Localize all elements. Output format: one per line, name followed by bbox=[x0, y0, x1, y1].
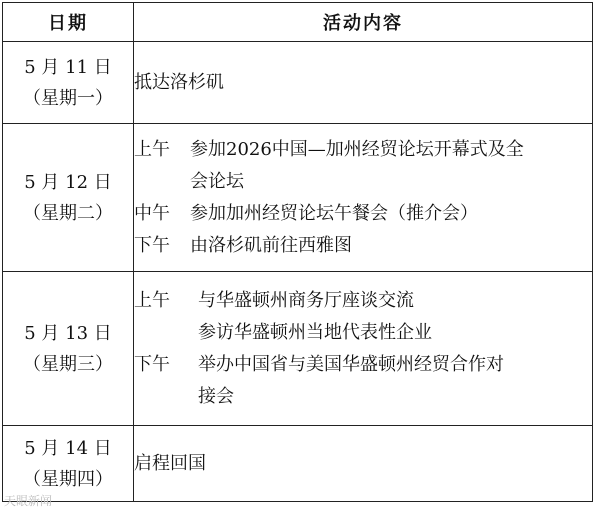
time-label: 下午 bbox=[134, 234, 170, 256]
table-row bbox=[3, 272, 593, 426]
activity-text-continued: 接会 bbox=[198, 385, 234, 407]
schedule-table bbox=[2, 2, 593, 502]
table-row bbox=[3, 426, 593, 502]
activity-cell bbox=[134, 426, 593, 502]
activity-text-continued: 参访华盛顿州当地代表性企业 bbox=[198, 321, 432, 343]
activity-text: 与华盛顿州商务厅座谈交流 bbox=[198, 289, 414, 311]
activity-cell bbox=[134, 272, 593, 426]
activity-text-continued: 会论坛 bbox=[190, 170, 244, 192]
date-text: 5 月 11 日 bbox=[24, 56, 112, 78]
time-label: 上午 bbox=[134, 138, 170, 160]
table-row bbox=[3, 124, 593, 272]
date-text: 5 月 12 日 bbox=[24, 171, 112, 193]
table-header-row bbox=[3, 3, 593, 42]
time-label: 下午 bbox=[134, 353, 170, 375]
weekday-text: （星期一） bbox=[23, 87, 113, 109]
activity-text: 举办中国省与美国华盛顿州经贸合作对 bbox=[198, 353, 504, 375]
weekday-text: （星期二） bbox=[23, 202, 113, 224]
activity-text: 参加2026中国—加州经贸论坛开幕式及全 bbox=[190, 138, 524, 160]
date-cell bbox=[3, 272, 134, 426]
date-cell bbox=[3, 42, 134, 124]
activity-cell bbox=[134, 124, 593, 272]
activity-text: 启程回国 bbox=[134, 452, 206, 474]
date-cell bbox=[3, 426, 134, 502]
weekday-text: （星期三） bbox=[23, 353, 113, 375]
table-row bbox=[3, 42, 593, 124]
header-date: 日期 bbox=[3, 3, 134, 42]
time-label: 上午 bbox=[134, 289, 170, 311]
header-activity: 活动内容 bbox=[134, 3, 593, 42]
watermark-logo: 天眼新闻 bbox=[4, 494, 53, 508]
activity-text: 抵达洛杉矶 bbox=[134, 71, 224, 93]
weekday-text: （星期四） bbox=[23, 468, 113, 490]
activity-text: 参加加州经贸论坛午餐会（推介会） bbox=[190, 202, 478, 224]
time-label: 中午 bbox=[134, 202, 170, 224]
date-cell bbox=[3, 124, 134, 272]
activity-text: 由洛杉矶前往西雅图 bbox=[190, 234, 352, 256]
date-text: 5 月 13 日 bbox=[24, 322, 112, 344]
date-text: 5 月 14 日 bbox=[24, 437, 112, 459]
activity-cell bbox=[134, 42, 593, 124]
